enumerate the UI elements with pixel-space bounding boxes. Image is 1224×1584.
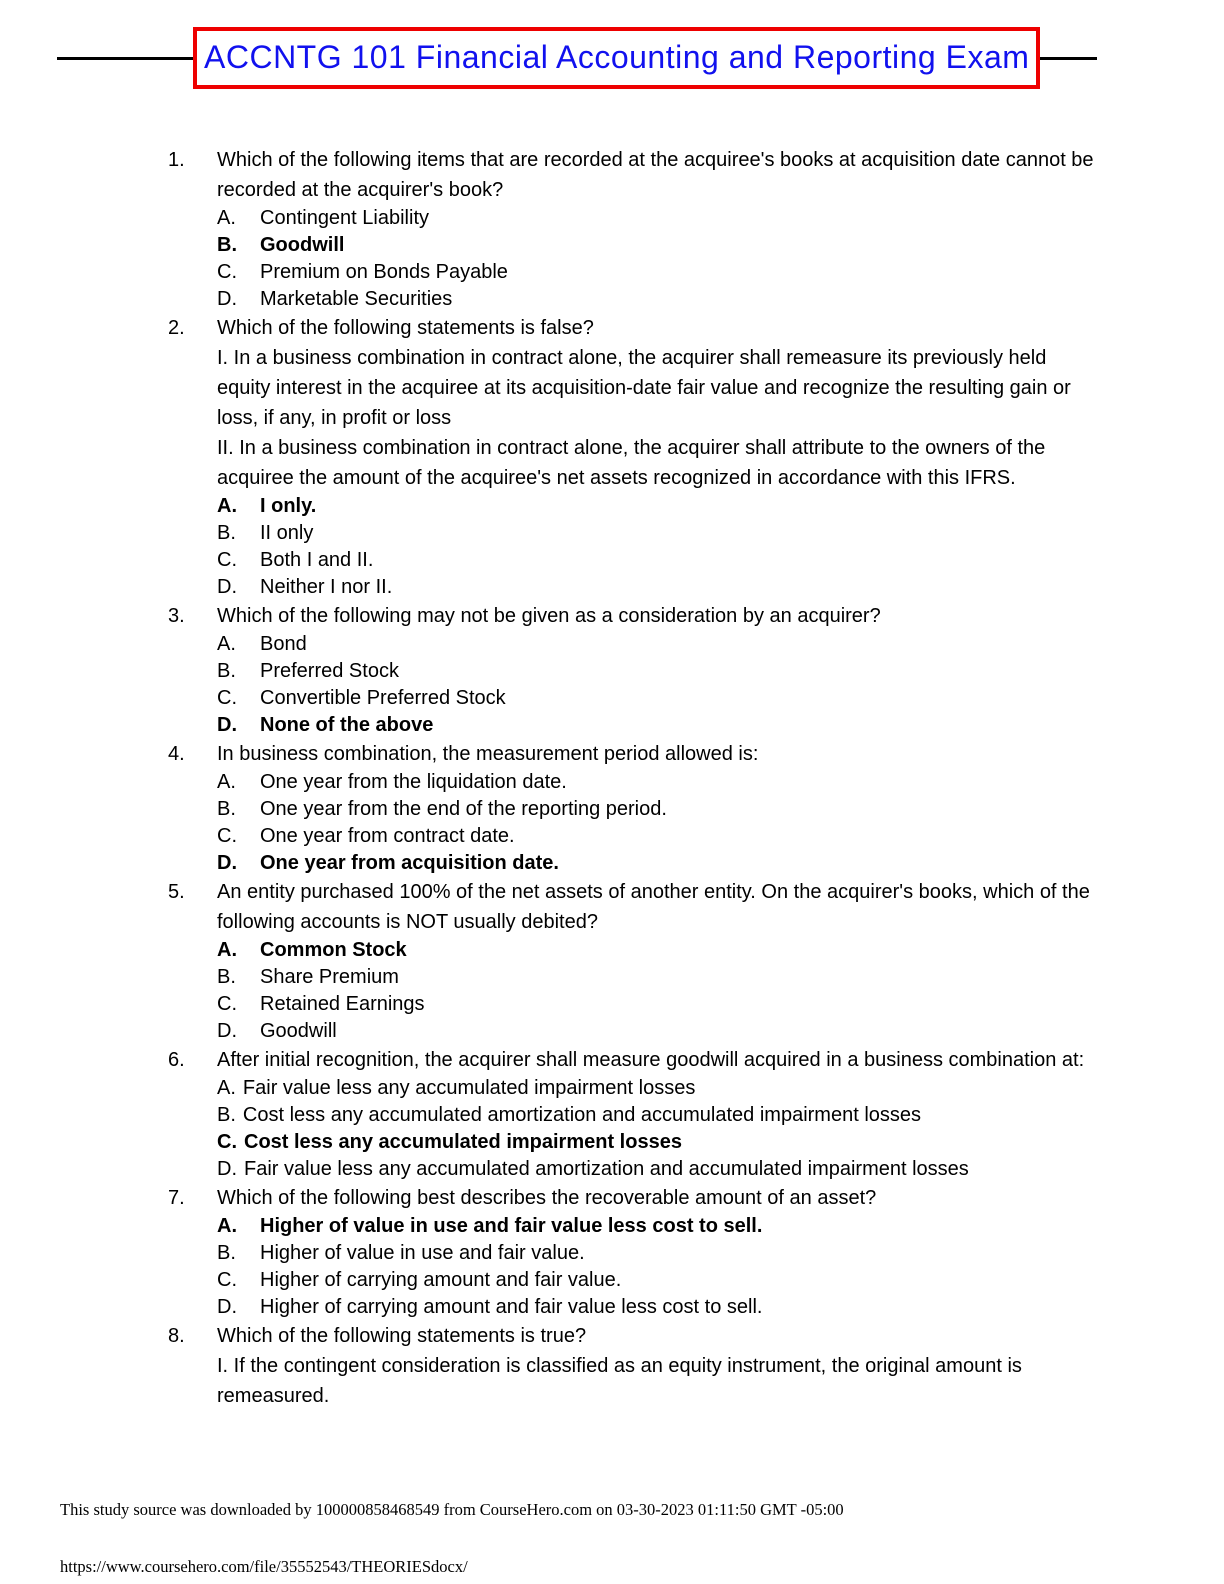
- question-item: [168, 1321, 1098, 1411]
- option-d: [217, 850, 1098, 877]
- option-text: Higher of value in use and fair value less cost to sell.: [260, 1215, 763, 1237]
- header-rule-left: [57, 57, 193, 60]
- page-footer: [60, 1500, 1160, 1576]
- option-text: Fair value less any accumulated amortization and accumulated impairment losses: [244, 1158, 969, 1180]
- option-text: Share Premium: [260, 966, 399, 988]
- option-text: Higher of carrying amount and fair value less cost to sell.: [260, 1296, 763, 1318]
- option-d: [217, 1294, 1098, 1321]
- option-text: One year from the end of the reporting period.: [260, 798, 667, 820]
- option-c: [217, 685, 1098, 712]
- option-letter: A.: [217, 633, 236, 655]
- option-a: [217, 493, 1098, 520]
- option-text: Fair value less any accumulated impairment losses: [242, 1077, 696, 1099]
- option-a: [217, 1075, 1098, 1102]
- question-number: 8.: [168, 1325, 185, 1347]
- option-letter: B.: [217, 234, 237, 256]
- question-item: [168, 601, 1098, 739]
- option-b: [217, 796, 1098, 823]
- question-statement: I. If the contingent consideration is classified as an equity instrument, the original amount is remeasured.: [217, 1355, 1022, 1407]
- option-text: Contingent Liability: [260, 207, 429, 229]
- option-text: Preferred Stock: [260, 660, 399, 682]
- options-list: [217, 1075, 1098, 1183]
- options-list: [217, 631, 1098, 739]
- option-letter: B.: [217, 660, 236, 682]
- option-letter: C.: [217, 1269, 237, 1291]
- question-body: [217, 313, 1098, 601]
- options-list: [217, 205, 1098, 313]
- question-body: [217, 1183, 1098, 1321]
- option-letter: C.: [217, 1131, 237, 1153]
- option-d: [217, 574, 1098, 601]
- options-list: [217, 1213, 1098, 1321]
- option-text: Goodwill: [260, 1020, 337, 1042]
- option-b: [217, 232, 1098, 259]
- option-c: [217, 1129, 1098, 1156]
- question-text: Which of the following statements is false?: [217, 317, 594, 339]
- question-body: [217, 145, 1098, 313]
- option-letter: A.: [217, 771, 236, 793]
- question-statement: II. In a business combination in contract alone, the acquirer shall attribute to the owners of the acquiree the amount of the acquiree's net assets recognized in accordance with this IFRS.: [217, 437, 1046, 489]
- option-letter: C.: [217, 825, 237, 847]
- option-letter: B.: [217, 522, 236, 544]
- question-item: [168, 313, 1098, 601]
- header-rule-right: [1040, 57, 1097, 60]
- option-letter: A.: [217, 1077, 236, 1099]
- question-item: [168, 1045, 1098, 1183]
- option-c: [217, 991, 1098, 1018]
- option-letter: C.: [217, 687, 237, 709]
- option-letter: D.: [217, 714, 237, 736]
- option-a: [217, 769, 1098, 796]
- option-c: [217, 259, 1098, 286]
- option-text: Convertible Preferred Stock: [260, 687, 506, 709]
- option-letter: A.: [217, 1215, 237, 1237]
- option-letter: D.: [217, 576, 237, 598]
- question-text: Which of the following statements is true?: [217, 1325, 587, 1347]
- option-text: Cost less any accumulated amortization and accumulated impairment losses: [242, 1104, 922, 1126]
- option-text: Common Stock: [260, 939, 407, 961]
- option-d: [217, 1018, 1098, 1045]
- option-d: [217, 286, 1098, 313]
- option-b: [217, 1102, 1098, 1129]
- option-text: Higher of value in use and fair value.: [260, 1242, 585, 1264]
- option-letter: C.: [217, 261, 237, 283]
- question-list: [168, 145, 1098, 1411]
- option-letter: A.: [217, 939, 237, 961]
- option-text: None of the above: [260, 714, 434, 736]
- source-url: https://www.coursehero.com/file/35552543/THEORIESdocx/: [60, 1557, 468, 1576]
- option-letter: A.: [217, 495, 237, 517]
- question-body: [217, 739, 1098, 877]
- option-text: Marketable Securities: [260, 288, 453, 310]
- option-text: Premium on Bonds Payable: [260, 261, 508, 283]
- option-text: I only.: [260, 495, 317, 517]
- question-item: [168, 739, 1098, 877]
- option-b: [217, 1240, 1098, 1267]
- question-text: Which of the following items that are recorded at the acquiree's books at acquisition date cannot be recorded at the acquirer's book?: [217, 149, 1094, 201]
- option-text: One year from contract date.: [260, 825, 515, 847]
- question-body: [217, 1045, 1098, 1183]
- option-text: Both I and II.: [260, 549, 374, 571]
- option-d: [217, 1156, 1098, 1183]
- option-text: II only: [260, 522, 314, 544]
- question-item: [168, 145, 1098, 313]
- question-number: 7.: [168, 1187, 185, 1209]
- option-text: Retained Earnings: [260, 993, 425, 1015]
- option-text: Bond: [260, 633, 307, 655]
- option-text: Higher of carrying amount and fair value.: [260, 1269, 622, 1291]
- option-text: One year from the liquidation date.: [260, 771, 567, 793]
- option-letter: D.: [217, 288, 237, 310]
- option-b: [217, 658, 1098, 685]
- page-title: ACCNTG 101 Financial Accounting and Reporting Exam: [193, 27, 1040, 89]
- options-list: [217, 493, 1098, 601]
- option-letter: D.: [217, 1296, 237, 1318]
- option-text: Cost less any accumulated impairment losses: [244, 1131, 682, 1153]
- option-letter: C.: [217, 549, 237, 571]
- option-c: [217, 823, 1098, 850]
- option-b: [217, 520, 1098, 547]
- question-item: [168, 1183, 1098, 1321]
- option-letter: D.: [217, 852, 237, 874]
- question-item: [168, 877, 1098, 1045]
- option-letter: B.: [217, 1242, 236, 1264]
- option-letter: D.: [217, 1020, 237, 1042]
- option-letter: D.: [217, 1158, 237, 1180]
- option-a: [217, 631, 1098, 658]
- question-number: 1.: [168, 149, 185, 171]
- options-list: [217, 937, 1098, 1045]
- question-text: After initial recognition, the acquirer shall measure goodwill acquired in a business combination at:: [217, 1049, 1085, 1071]
- option-letter: B.: [217, 798, 236, 820]
- option-letter: A.: [217, 207, 236, 229]
- question-body: [217, 877, 1098, 1045]
- question-text: In business combination, the measurement period allowed is:: [217, 743, 759, 765]
- question-text: Which of the following best describes the recoverable amount of an asset?: [217, 1187, 877, 1209]
- question-body: [217, 601, 1098, 739]
- option-a: [217, 205, 1098, 232]
- option-text: Goodwill: [260, 234, 345, 256]
- question-number: 3.: [168, 605, 185, 627]
- option-letter: B.: [217, 1104, 236, 1126]
- question-number: 6.: [168, 1049, 185, 1071]
- option-letter: B.: [217, 966, 236, 988]
- options-list: [217, 769, 1098, 877]
- question-number: 4.: [168, 743, 185, 765]
- question-statement: I. In a business combination in contract alone, the acquirer shall remeasure its previously held equity interest in the acquiree at its acquisition-date fair value and recognize the resulting gain or loss, if any, in profit or loss: [217, 347, 1071, 429]
- option-b: [217, 964, 1098, 991]
- question-text: Which of the following may not be given as a consideration by an acquirer?: [217, 605, 881, 627]
- exam-header: [57, 27, 1097, 89]
- option-letter: C.: [217, 993, 237, 1015]
- question-text: An entity purchased 100% of the net assets of another entity. On the acquirer's books, which of the following accounts is NOT usually debited?: [217, 881, 1090, 933]
- option-c: [217, 1267, 1098, 1294]
- option-text: One year from acquisition date.: [260, 852, 559, 874]
- download-note: This study source was downloaded by 100000858468549 from CourseHero.com on 03-30-2023 01:11:50 GMT -05:00: [60, 1500, 844, 1519]
- question-number: 2.: [168, 317, 185, 339]
- option-d: [217, 712, 1098, 739]
- question-body: [217, 1321, 1098, 1411]
- option-a: [217, 1213, 1098, 1240]
- option-c: [217, 547, 1098, 574]
- question-number: 5.: [168, 881, 185, 903]
- option-a: [217, 937, 1098, 964]
- option-text: Neither I nor II.: [260, 576, 393, 598]
